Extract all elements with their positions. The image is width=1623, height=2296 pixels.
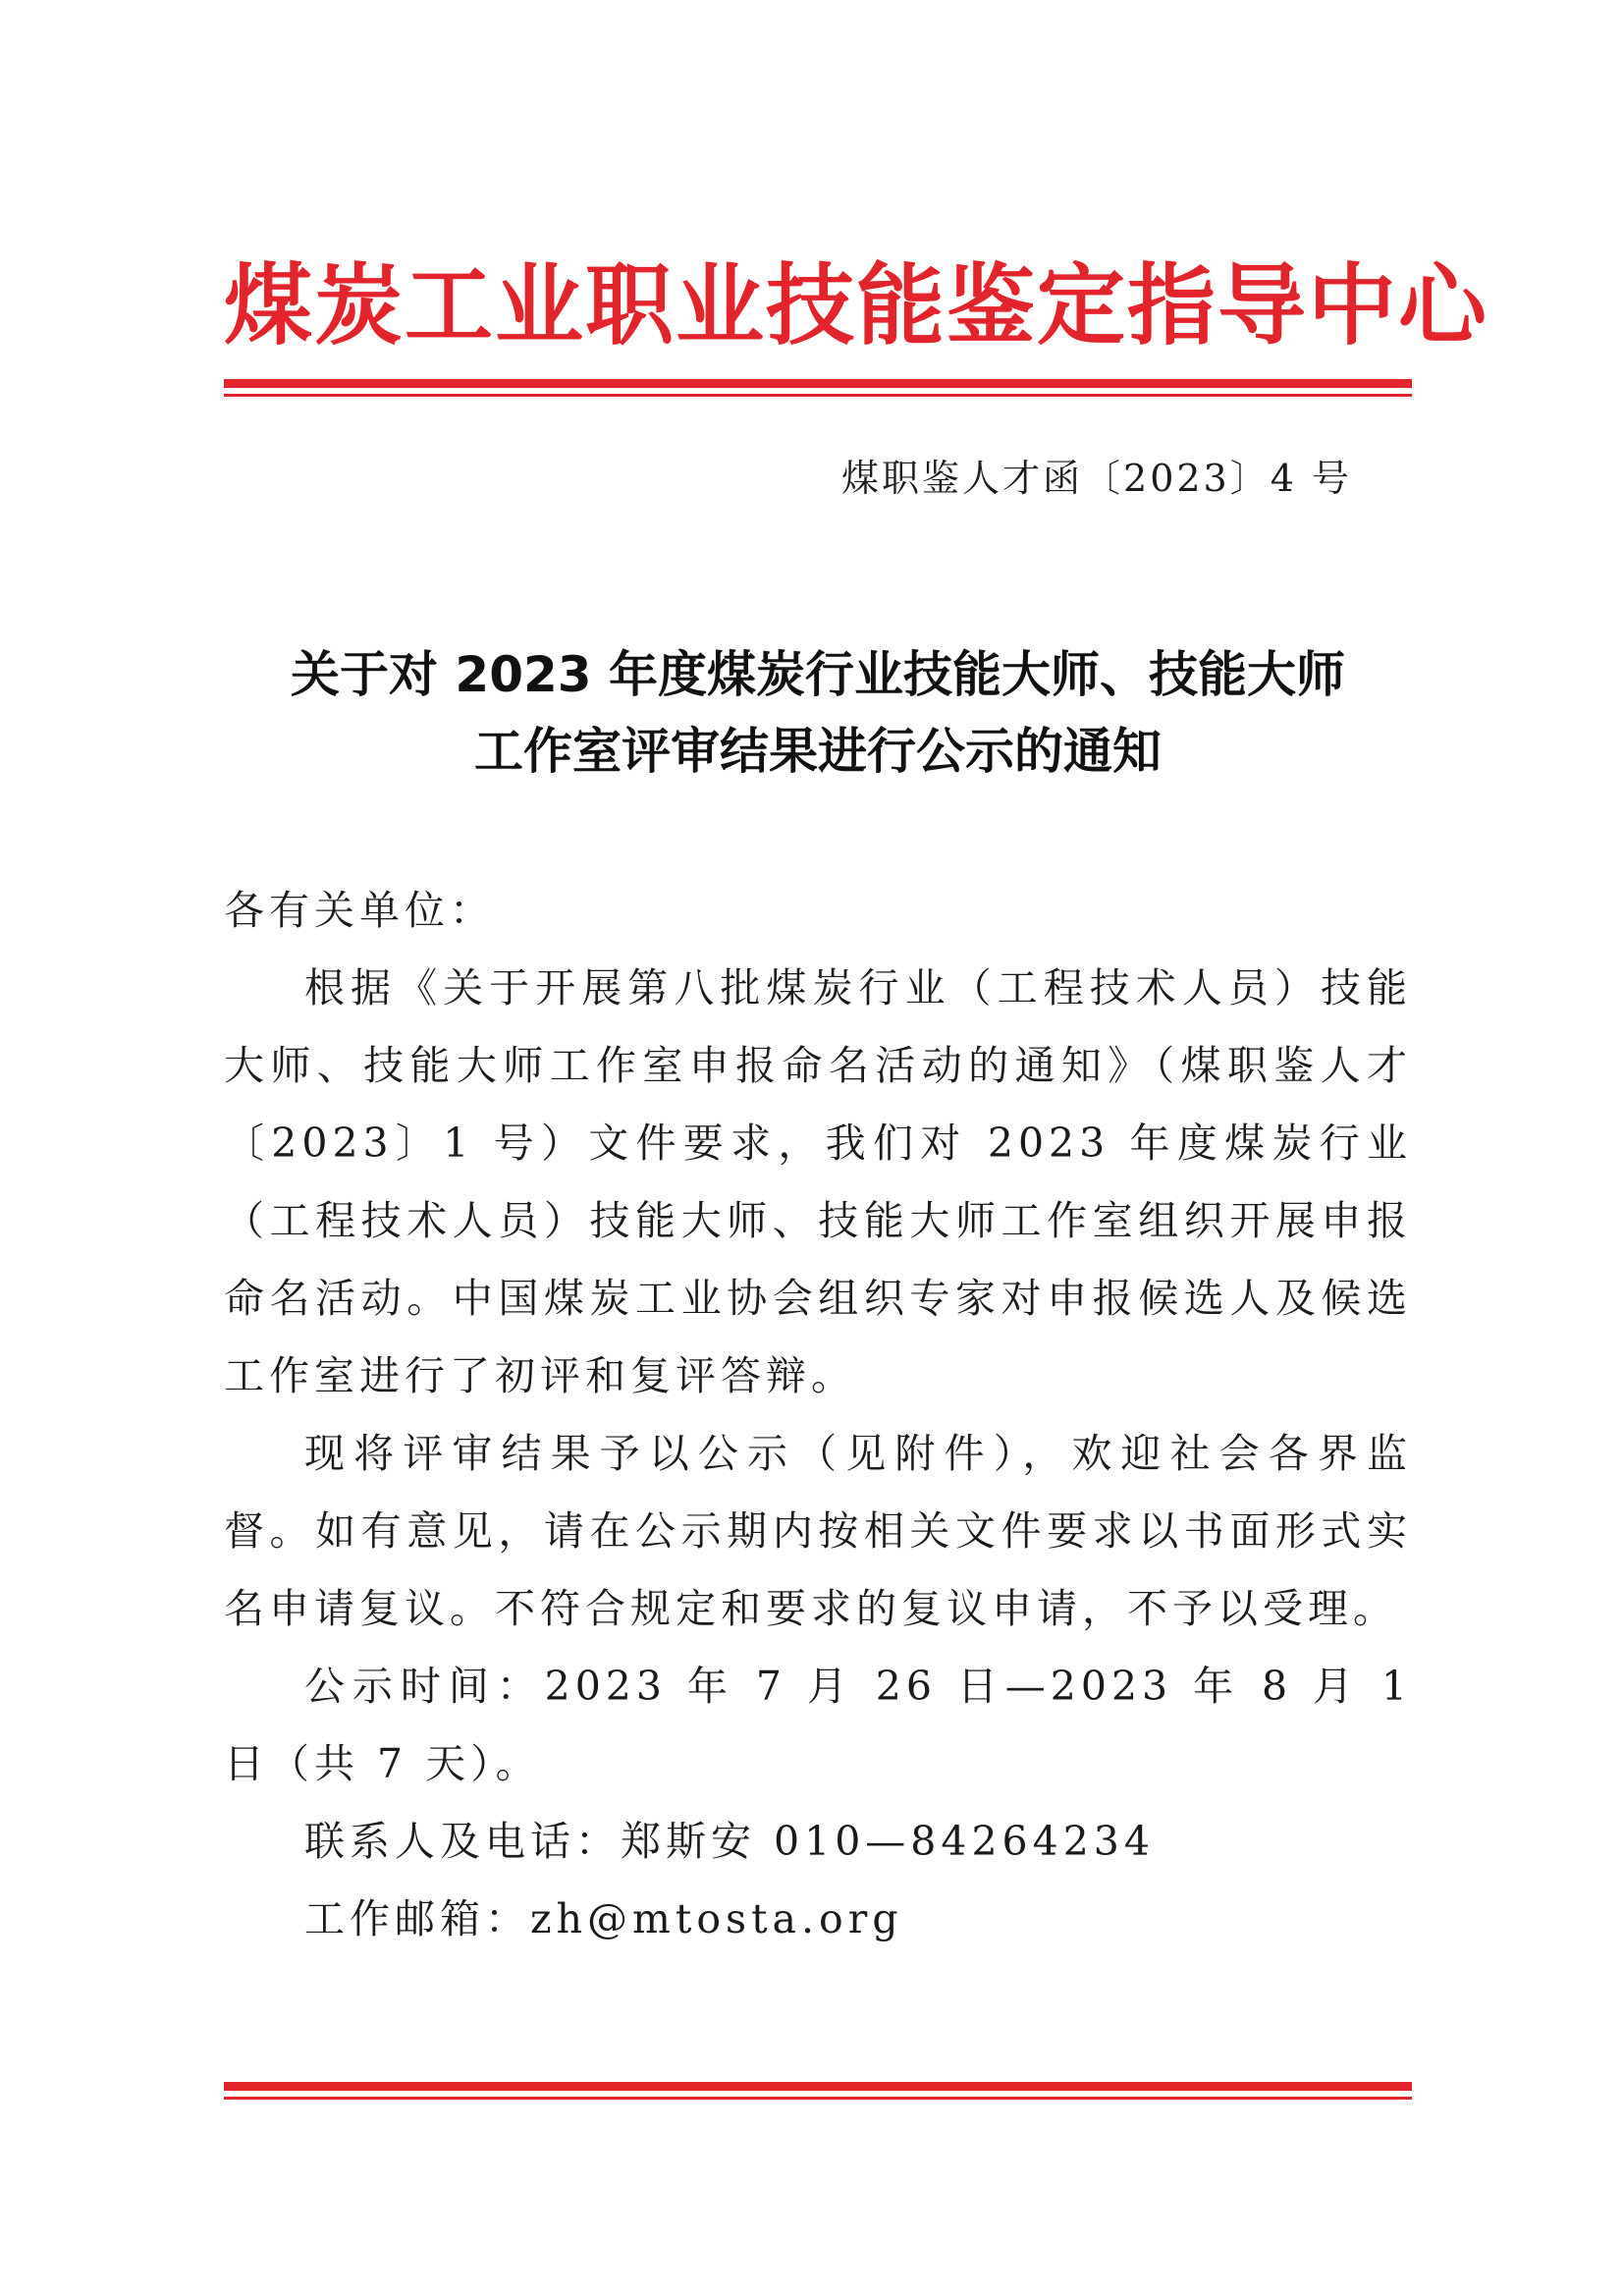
paragraph-publicity: 现将评审结果予以公示（见附件），欢迎社会各界监督。如有意见，请在公示期内按相关文件要求以书面形式实名申请复议。不符合规定和要求的复议申请，不予以受理。 xyxy=(224,1430,1412,1632)
document-title xyxy=(224,636,1412,790)
org-letterhead-title: 煤炭工业职业技能鉴定指导中心 xyxy=(224,254,1488,357)
document-body xyxy=(224,872,1412,1958)
paragraph-basis: 根据《关于开展第八批煤炭行业（工程技术人员）技能大师、技能大师工作室申报命名活动的通知》（煤职鉴人才〔2023〕1 号）文件要求，我们对 2023 年度煤炭行业（工程技术人员）技能大师、技能大师工作室组织开展申报命名活动。中国煤炭工业协会组织专家对申报候选人及候选工作室进行了初评和复评答辩。 xyxy=(224,964,1412,1399)
footer-thick-rule xyxy=(224,2082,1412,2091)
header-thin-rule xyxy=(224,394,1412,397)
paragraph-period: 公示时间：2023 年 7 月 26 日—2023 年 8 月 1 日（共 7 天）。 xyxy=(224,1663,1412,1787)
salutation: 各有关单位： xyxy=(224,887,495,934)
paragraph-email: 工作邮箱：zh@mtosta.org xyxy=(304,1895,903,1942)
document-title-line-2: 工作室评审结果进行公示的通知 xyxy=(474,723,1162,780)
document-number: 煤职鉴人才函〔2023〕4 号 xyxy=(841,457,1352,500)
paragraph-contact: 联系人及电话：郑斯安 010—84264234 xyxy=(304,1818,1155,1865)
header-thick-rule xyxy=(224,379,1412,388)
document-title-line-1: 关于对 2023 年度煤炭行业技能大师、技能大师 xyxy=(291,646,1345,703)
footer-thin-rule xyxy=(224,2097,1412,2100)
